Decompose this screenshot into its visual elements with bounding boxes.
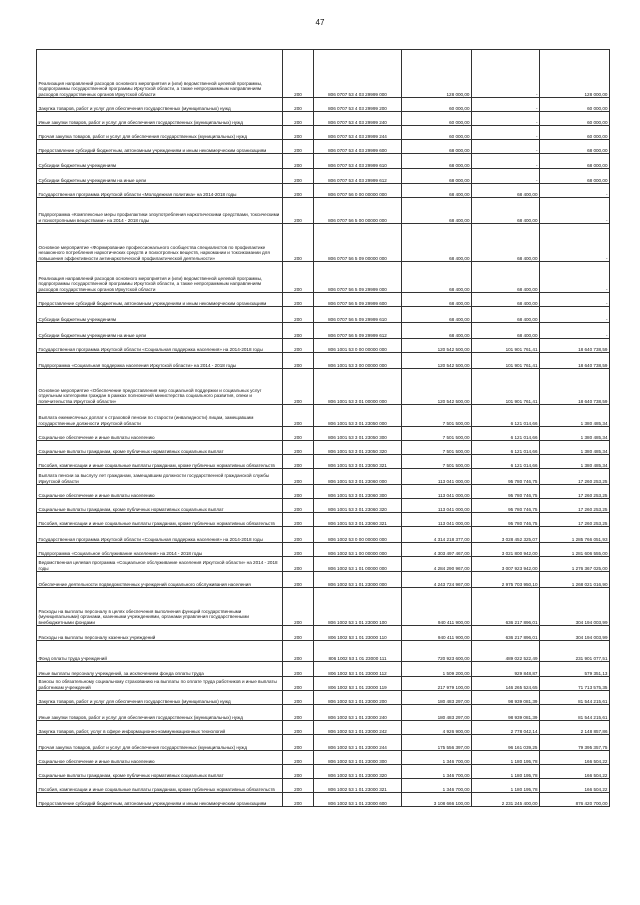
table-row (37, 793, 610, 807)
row-name-cell: Основное мероприятие «Формирование профессионального сообщества специалистов по профилактике незаконного потребления наркотических средств и психотропных веществ, наркомании и токсикомании для повышения эффективности антинаркотической профилактической деятельности» (37, 224, 283, 262)
row-code-cell: 200 (283, 779, 314, 793)
row-name-cell: Иные выплаты персоналу учреждений, за исключением фонда оплаты труда (37, 662, 283, 677)
row-amount-executed-cell: 1 180 195,78 (472, 765, 540, 779)
row-code-cell: 200 (283, 98, 314, 112)
row-code-cell: 200 (283, 353, 314, 369)
row-classification-code-cell: 806 1002 53 1 01 23000 110 (314, 626, 402, 641)
table-row (37, 441, 610, 455)
row-amount-executed-cell: 3 028 452 325,07 (472, 527, 540, 543)
row-name-cell: Предоставление субсидий бюджетным, автономным учреждениям и иным некоммерческим организациям (37, 793, 283, 807)
row-amount-executed-cell: 929 848,87 (472, 662, 540, 677)
row-amount-executed-cell: 3 021 800 942,00 (472, 543, 540, 557)
table-row (37, 691, 610, 705)
row-amount-executed-cell: - (472, 169, 540, 184)
row-classification-code-cell: 806 0707 56 0 00 00000 000 (314, 184, 402, 198)
table-row (37, 662, 610, 677)
row-amount-remaining-cell: 17 260 253,25 (540, 513, 610, 527)
row-code-cell: 200 (283, 641, 314, 662)
row-name-cell: Социальное обеспечение и иные выплаты населению (37, 751, 283, 765)
row-code-cell: 200 (283, 455, 314, 469)
row-classification-code-cell: 806 1001 53 3 01 23060 300 (314, 485, 402, 499)
table-row (37, 154, 610, 169)
row-classification-code-cell: 806 1002 53 1 01 23000 244 (314, 735, 402, 751)
row-name-cell: Предоставление субсидий бюджетным, автономным учреждениям и иным некоммерческим организациям (37, 140, 283, 154)
row-amount-executed-cell: 96 161 039,25 (472, 735, 540, 751)
row-name-cell: Реализация направлений расходов основного мероприятия и (или) ведомственной целевой программы, подпрограммы государственной программы Иркутской области, а также непрограммным направлениям расходов государственных органов Иркутской области (37, 50, 283, 98)
row-classification-code-cell: 806 1002 53 1 01 23000 300 (314, 751, 402, 765)
row-code-cell: 200 (283, 307, 314, 323)
table-row (37, 198, 610, 224)
row-amount-approved-cell: 4 284 290 967,00 (402, 557, 472, 572)
row-amount-approved-cell: 7 501 500,00 (402, 455, 472, 469)
row-amount-approved-cell: 128 000,00 (402, 50, 472, 98)
table-row (37, 405, 610, 427)
row-classification-code-cell: 806 1002 53 1 01 23000 112 (314, 662, 402, 677)
page-number: 47 (315, 18, 325, 27)
row-code-cell: 200 (283, 339, 314, 353)
row-code-cell: 200 (283, 677, 314, 691)
row-name-cell: Расходы на выплаты персоналу в целях обеспечения выполнения функций государственными (муниципальными) органами, казенными учреждениями, органами управления государственными внебюджетными фондами (37, 588, 283, 626)
row-amount-approved-cell: 120 542 500,00 (402, 369, 472, 405)
budget-table-body (37, 50, 610, 807)
row-name-cell: Иные закупки товаров, работ и услуг для обеспечения государственных (муниципальных) нужд (37, 112, 283, 126)
row-amount-approved-cell: 68 400,00 (402, 293, 472, 307)
row-amount-remaining-cell: 231 901 077,51 (540, 641, 610, 662)
row-amount-approved-cell: 60 000,00 (402, 126, 472, 140)
row-amount-remaining-cell: 18 640 738,59 (540, 339, 610, 353)
row-name-cell: Социальные выплаты гражданам, кроме публичных нормативных социальных выплат (37, 441, 283, 455)
row-classification-code-cell: 806 1001 53 3 01 23050 300 (314, 427, 402, 441)
row-name-cell: Государственная программа Иркутской области «Социальная поддержка населения» на 2014-2018 годы (37, 527, 283, 543)
row-amount-approved-cell: 68 400,00 (402, 262, 472, 293)
row-code-cell: 200 (283, 513, 314, 527)
row-classification-code-cell: 806 1001 53 3 01 23050 000 (314, 405, 402, 427)
table-row (37, 262, 610, 293)
row-amount-approved-cell: 940 411 900,00 (402, 588, 472, 626)
row-amount-remaining-cell: 1 281 606 555,00 (540, 543, 610, 557)
row-name-cell: Субсидии бюджетным учреждениям на иные цели (37, 169, 283, 184)
row-amount-remaining-cell: 128 000,00 (540, 50, 610, 98)
row-amount-executed-cell: 636 217 896,01 (472, 588, 540, 626)
row-amount-executed-cell: - (472, 140, 540, 154)
row-code-cell: 200 (283, 705, 314, 721)
row-code-cell: 200 (283, 198, 314, 224)
row-code-cell: 200 (283, 224, 314, 262)
row-amount-approved-cell: 113 041 000,00 (402, 469, 472, 485)
table-row (37, 572, 610, 588)
table-row (37, 751, 610, 765)
row-amount-executed-cell: 68 400,00 (472, 262, 540, 293)
row-amount-approved-cell: 68 000,00 (402, 169, 472, 184)
row-amount-remaining-cell: 166 504,22 (540, 751, 610, 765)
row-amount-remaining-cell: - (540, 224, 610, 262)
row-name-cell: Закупка товаров, работ и услуг для обеспечения государственных (муниципальных) нужд (37, 98, 283, 112)
row-code-cell: 200 (283, 751, 314, 765)
row-code-cell: 200 (283, 626, 314, 641)
row-name-cell: Взносы по обязательному социальному страхованию на выплаты по оплате труда работников и иные выплаты работникам учреждений (37, 677, 283, 691)
table-row (37, 641, 610, 662)
row-amount-approved-cell: 7 501 500,00 (402, 441, 472, 455)
row-code-cell: 200 (283, 735, 314, 751)
row-name-cell: Прочая закупка товаров, работ и услуг для обеспечения государственных (муниципальных) нужд (37, 126, 283, 140)
row-amount-remaining-cell: 68 000,00 (540, 154, 610, 169)
table-row (37, 353, 610, 369)
row-amount-executed-cell: - (472, 50, 540, 98)
row-amount-executed-cell: - (472, 112, 540, 126)
row-name-cell: Пособия, компенсации и иные социальные выплаты гражданам, кроме публичных нормативных обязательств (37, 779, 283, 793)
row-code-cell: 200 (283, 691, 314, 705)
row-amount-approved-cell: 180 483 297,00 (402, 691, 472, 705)
row-amount-approved-cell: 4 243 724 967,00 (402, 572, 472, 588)
row-classification-code-cell: 806 1001 53 3 00 00000 000 (314, 353, 402, 369)
row-name-cell: Пособия, компенсации и иные социальные выплаты гражданам, кроме публичных нормативных обязательств (37, 513, 283, 527)
row-amount-executed-cell: 101 901 761,41 (472, 353, 540, 369)
row-amount-approved-cell: 68 400,00 (402, 307, 472, 323)
table-row (37, 557, 610, 572)
row-classification-code-cell: 806 0707 53 4 03 29999 000 (314, 50, 402, 98)
row-classification-code-cell: 806 1001 53 3 01 23060 320 (314, 499, 402, 513)
row-amount-executed-cell: 98 939 081,39 (472, 691, 540, 705)
row-name-cell: Социальное обеспечение и иные выплаты населению (37, 427, 283, 441)
row-classification-code-cell: 806 1001 53 3 01 23050 320 (314, 441, 402, 455)
row-amount-approved-cell: 68 400,00 (402, 198, 472, 224)
row-amount-approved-cell: 1 509 200,00 (402, 662, 472, 677)
row-name-cell: Субсидии бюджетным учреждениям (37, 307, 283, 323)
row-amount-approved-cell: 68 000,00 (402, 140, 472, 154)
row-name-cell: Выплата пенсии за выслугу лет гражданам, замещавшим должности государственной гражданской службы Иркутской области (37, 469, 283, 485)
table-row (37, 543, 610, 557)
row-code-cell: 200 (283, 405, 314, 427)
row-code-cell: 200 (283, 765, 314, 779)
row-code-cell: 200 (283, 293, 314, 307)
row-amount-approved-cell: 4 314 218 377,00 (402, 527, 472, 543)
row-amount-remaining-cell: 1 380 485,34 (540, 427, 610, 441)
row-classification-code-cell: 806 0707 56 5 09 29999 000 (314, 262, 402, 293)
row-amount-approved-cell: 68 400,00 (402, 184, 472, 198)
row-amount-approved-cell: 113 041 000,00 (402, 499, 472, 513)
row-code-cell: 200 (283, 169, 314, 184)
row-amount-executed-cell: 68 400,00 (472, 323, 540, 339)
row-code-cell: 200 (283, 126, 314, 140)
row-amount-remaining-cell: 18 640 738,59 (540, 353, 610, 369)
row-amount-remaining-cell: 1 276 367 025,00 (540, 557, 610, 572)
table-row (37, 50, 610, 98)
row-amount-executed-cell: 95 780 746,75 (472, 469, 540, 485)
row-code-cell: 200 (283, 485, 314, 499)
row-name-cell: Подпрограмма «Комплексные меры профилактики злоупотребления наркотическими средствами, токсическими и психотропными веществами» на 2014 - 2018 годы (37, 198, 283, 224)
row-amount-remaining-cell: 579 351,13 (540, 662, 610, 677)
row-amount-remaining-cell: 1 268 021 016,90 (540, 572, 610, 588)
row-code-cell: 200 (283, 527, 314, 543)
row-code-cell: 200 (283, 793, 314, 807)
row-amount-remaining-cell: 2 148 857,86 (540, 721, 610, 735)
row-amount-approved-cell: 1 346 700,00 (402, 765, 472, 779)
row-amount-remaining-cell: 304 194 003,99 (540, 588, 610, 626)
row-name-cell: Реализация направлений расходов основного мероприятия и (или) ведомственной целевой программы, подпрограммы государственной программы Иркутской области, а также непрограммным направлениям расходов государственных органов Иркутской области (37, 262, 283, 293)
table-row (37, 427, 610, 441)
row-classification-code-cell: 806 1001 53 0 00 00000 000 (314, 339, 402, 353)
row-amount-approved-cell: 720 923 600,00 (402, 641, 472, 662)
table-row (37, 721, 610, 735)
table-row (37, 626, 610, 641)
row-amount-remaining-cell: 60 000,00 (540, 126, 610, 140)
row-amount-remaining-cell: 17 260 253,25 (540, 469, 610, 485)
row-code-cell: 200 (283, 572, 314, 588)
row-amount-approved-cell: 120 542 500,00 (402, 353, 472, 369)
row-classification-code-cell: 806 1002 53 1 00 00000 000 (314, 543, 402, 557)
row-code-cell: 200 (283, 140, 314, 154)
row-amount-executed-cell: 68 400,00 (472, 224, 540, 262)
row-classification-code-cell: 806 1002 53 1 01 23000 600 (314, 793, 402, 807)
row-classification-code-cell: 806 0707 56 5 09 29999 600 (314, 293, 402, 307)
row-amount-approved-cell: 3 108 666 100,00 (402, 793, 472, 807)
row-name-cell: Выплата ежемесячных доплат к страховой пенсии по старости (инвалидности) лицам, замещавшим государственные должности Иркутской области (37, 405, 283, 427)
row-amount-remaining-cell: 17 260 253,25 (540, 499, 610, 513)
row-classification-code-cell: 806 1002 53 1 01 00000 000 (314, 557, 402, 572)
row-amount-remaining-cell: 68 000,00 (540, 140, 610, 154)
row-name-cell: Основное мероприятие «Обеспечение предоставления мер социальной поддержки и социальных услуг отдельным категориям граждан в рамках полномочий министерства социального развития, опеки и попечительства Иркутской области» (37, 369, 283, 405)
row-code-cell: 200 (283, 499, 314, 513)
row-amount-approved-cell: 180 483 297,00 (402, 705, 472, 721)
row-amount-executed-cell: 146 265 524,65 (472, 677, 540, 691)
row-amount-remaining-cell: 68 000,00 (540, 169, 610, 184)
budget-table (36, 49, 610, 807)
row-classification-code-cell: 806 1002 53 0 00 00000 000 (314, 527, 402, 543)
row-amount-approved-cell: 7 501 500,00 (402, 405, 472, 427)
row-classification-code-cell: 806 1001 53 3 01 23050 321 (314, 455, 402, 469)
row-amount-approved-cell: 217 979 100,00 (402, 677, 472, 691)
row-name-cell: Государственная программа Иркутской области «Социальная поддержка населения» на 2014-2018 годы (37, 339, 283, 353)
table-row (37, 98, 610, 112)
table-row (37, 455, 610, 469)
row-amount-approved-cell: 4 303 497 467,00 (402, 543, 472, 557)
row-name-cell: Фонд оплаты труда учреждений (37, 641, 283, 662)
table-row (37, 112, 610, 126)
row-classification-code-cell: 806 0707 53 4 03 29999 612 (314, 169, 402, 184)
row-classification-code-cell: 806 1002 53 1 01 23000 100 (314, 588, 402, 626)
row-classification-code-cell: 806 1002 53 1 01 23000 242 (314, 721, 402, 735)
table-row (37, 588, 610, 626)
row-classification-code-cell: 806 0707 53 4 03 29999 200 (314, 98, 402, 112)
row-code-cell: 200 (283, 154, 314, 169)
row-amount-executed-cell: 95 780 746,75 (472, 499, 540, 513)
row-amount-remaining-cell: 81 544 215,61 (540, 705, 610, 721)
row-name-cell: Расходы на выплаты персоналу казенных учреждений (37, 626, 283, 641)
row-classification-code-cell: 806 0707 56 5 09 29999 612 (314, 323, 402, 339)
table-row (37, 499, 610, 513)
table-row (37, 469, 610, 485)
row-amount-executed-cell: 489 022 522,49 (472, 641, 540, 662)
row-classification-code-cell: 806 1001 53 3 01 23060 321 (314, 513, 402, 527)
row-code-cell: 200 (283, 557, 314, 572)
row-name-cell: Социальное обеспечение и иные выплаты населению (37, 485, 283, 499)
table-row (37, 527, 610, 543)
row-amount-remaining-cell: 17 260 253,25 (540, 485, 610, 499)
table-row (37, 677, 610, 691)
row-amount-executed-cell: 6 121 014,66 (472, 427, 540, 441)
row-name-cell: Подпрограмма «Социальное обслуживание населения» на 2014 - 2018 годы (37, 543, 283, 557)
table-row (37, 184, 610, 198)
row-amount-executed-cell: - (472, 98, 540, 112)
row-code-cell: 200 (283, 369, 314, 405)
row-code-cell: 200 (283, 50, 314, 98)
row-code-cell: 200 (283, 588, 314, 626)
row-amount-approved-cell: 68 000,00 (402, 154, 472, 169)
row-name-cell: Ведомственная целевая программа «Социальное обслуживание населения Иркутской области» на 2014 - 2018 годы (37, 557, 283, 572)
table-row (37, 140, 610, 154)
row-amount-executed-cell: 2 975 703 950,10 (472, 572, 540, 588)
row-code-cell: 200 (283, 721, 314, 735)
row-amount-remaining-cell: 71 713 575,35 (540, 677, 610, 691)
row-classification-code-cell: 806 1002 53 1 01 23000 111 (314, 641, 402, 662)
row-amount-remaining-cell: - (540, 307, 610, 323)
row-amount-approved-cell: 60 000,00 (402, 112, 472, 126)
row-name-cell: Подпрограмма «Социальная поддержка населения Иркутской области» на 2014 - 2018 годы (37, 353, 283, 369)
row-amount-approved-cell: 1 346 700,00 (402, 779, 472, 793)
row-amount-executed-cell: 95 780 746,75 (472, 485, 540, 499)
row-amount-approved-cell: 175 556 397,00 (402, 735, 472, 751)
row-name-cell: Государственная программа Иркутской области «Молодежная политика» на 2014-2018 годы (37, 184, 283, 198)
row-amount-approved-cell: 68 400,00 (402, 224, 472, 262)
table-row (37, 126, 610, 140)
row-amount-approved-cell: 60 000,00 (402, 98, 472, 112)
row-amount-remaining-cell: 1 380 485,34 (540, 455, 610, 469)
row-amount-executed-cell: - (472, 154, 540, 169)
row-name-cell: Субсидии бюджетным учреждениям на иные цели (37, 323, 283, 339)
row-amount-approved-cell: 1 346 700,00 (402, 751, 472, 765)
row-code-cell: 200 (283, 262, 314, 293)
row-classification-code-cell: 806 1002 53 1 01 23000 000 (314, 572, 402, 588)
row-amount-remaining-cell: 304 194 003,99 (540, 626, 610, 641)
row-classification-code-cell: 806 0707 56 5 00 00000 000 (314, 198, 402, 224)
row-amount-approved-cell: 7 501 500,00 (402, 427, 472, 441)
row-classification-code-cell: 806 1002 53 1 01 23000 320 (314, 765, 402, 779)
row-amount-remaining-cell: 79 395 357,75 (540, 735, 610, 751)
row-amount-remaining-cell: 166 504,22 (540, 765, 610, 779)
row-amount-remaining-cell: - (540, 262, 610, 293)
row-code-cell: 200 (283, 543, 314, 557)
row-amount-executed-cell: 6 121 014,66 (472, 455, 540, 469)
row-name-cell: Обеспечение деятельности подведомственных учреждений социального обслуживания населения (37, 572, 283, 588)
row-amount-remaining-cell: - (540, 293, 610, 307)
row-amount-executed-cell: 68 400,00 (472, 184, 540, 198)
row-amount-remaining-cell: - (540, 198, 610, 224)
row-name-cell: Иные закупки товаров, работ и услуг для обеспечения государственных (муниципальных) нужд (37, 705, 283, 721)
row-amount-executed-cell: 68 400,00 (472, 198, 540, 224)
row-amount-approved-cell: 940 411 900,00 (402, 626, 472, 641)
table-row (37, 224, 610, 262)
row-amount-remaining-cell: - (540, 323, 610, 339)
row-name-cell: Закупка товаров, работ, услуг в сфере информационно-коммуникационных технологий (37, 721, 283, 735)
row-code-cell: 200 (283, 184, 314, 198)
row-classification-code-cell: 806 0707 53 4 03 29999 600 (314, 140, 402, 154)
row-classification-code-cell: 806 0707 56 5 09 29999 610 (314, 307, 402, 323)
row-amount-executed-cell: - (472, 126, 540, 140)
table-row (37, 339, 610, 353)
row-name-cell: Предоставление субсидий бюджетным, автономным учреждениям и иным некоммерческим организациям (37, 293, 283, 307)
row-code-cell: 200 (283, 441, 314, 455)
table-row (37, 323, 610, 339)
table-row (37, 293, 610, 307)
row-classification-code-cell: 806 1001 53 3 01 23060 000 (314, 469, 402, 485)
row-amount-executed-cell: 98 939 081,39 (472, 705, 540, 721)
row-amount-executed-cell: 636 217 896,01 (472, 626, 540, 641)
row-amount-remaining-cell: 166 504,22 (540, 779, 610, 793)
row-amount-executed-cell: 2 231 245 400,00 (472, 793, 540, 807)
row-classification-code-cell: 806 1002 53 1 01 23000 119 (314, 677, 402, 691)
row-code-cell: 200 (283, 323, 314, 339)
row-amount-approved-cell: 4 926 900,00 (402, 721, 472, 735)
row-amount-approved-cell: 120 542 500,00 (402, 339, 472, 353)
row-amount-executed-cell: 101 901 761,41 (472, 369, 540, 405)
row-name-cell: Социальные выплаты гражданам, кроме публичных нормативных социальных выплат (37, 499, 283, 513)
row-code-cell: 200 (283, 469, 314, 485)
row-amount-executed-cell: 95 780 746,75 (472, 513, 540, 527)
row-classification-code-cell: 806 1002 53 1 01 23000 240 (314, 705, 402, 721)
row-code-cell: 200 (283, 662, 314, 677)
table-row (37, 369, 610, 405)
row-amount-executed-cell: 6 121 014,66 (472, 441, 540, 455)
row-amount-executed-cell: 2 778 042,14 (472, 721, 540, 735)
row-code-cell: 200 (283, 112, 314, 126)
row-classification-code-cell: 806 1002 53 1 01 23000 321 (314, 779, 402, 793)
row-amount-remaining-cell: 60 000,00 (540, 98, 610, 112)
row-name-cell: Закупка товаров, работ и услуг для обеспечения государственных (муниципальных) нужд (37, 691, 283, 705)
row-amount-remaining-cell: - (540, 184, 610, 198)
row-amount-approved-cell: 113 041 000,00 (402, 513, 472, 527)
row-classification-code-cell: 806 0707 53 4 03 29999 610 (314, 154, 402, 169)
row-amount-executed-cell: 68 400,00 (472, 307, 540, 323)
row-amount-executed-cell: 1 180 195,78 (472, 779, 540, 793)
table-row (37, 513, 610, 527)
row-amount-remaining-cell: 18 640 738,59 (540, 369, 610, 405)
row-amount-remaining-cell: 1 380 485,34 (540, 441, 610, 455)
row-classification-code-cell: 806 0707 53 4 03 29999 244 (314, 126, 402, 140)
row-amount-approved-cell: 68 400,00 (402, 323, 472, 339)
table-row (37, 779, 610, 793)
row-amount-approved-cell: 113 041 000,00 (402, 485, 472, 499)
row-name-cell: Субсидии бюджетным учреждениям (37, 154, 283, 169)
row-amount-remaining-cell: 1 285 766 051,93 (540, 527, 610, 543)
row-code-cell: 200 (283, 427, 314, 441)
table-row (37, 307, 610, 323)
row-amount-remaining-cell: 60 000,00 (540, 112, 610, 126)
row-amount-remaining-cell: 876 420 700,00 (540, 793, 610, 807)
row-amount-remaining-cell: 1 380 485,34 (540, 405, 610, 427)
row-amount-remaining-cell: 81 544 215,61 (540, 691, 610, 705)
row-classification-code-cell: 806 1002 53 1 01 23000 200 (314, 691, 402, 705)
row-name-cell: Пособия, компенсации и иные социальные выплаты гражданам, кроме публичных нормативных обязательств (37, 455, 283, 469)
table-row (37, 485, 610, 499)
row-amount-executed-cell: 3 007 923 942,00 (472, 557, 540, 572)
table-row (37, 705, 610, 721)
table-row (37, 765, 610, 779)
row-name-cell: Прочая закупка товаров, работ и услуг для обеспечения государственных (муниципальных) нужд (37, 735, 283, 751)
row-amount-executed-cell: 1 180 195,78 (472, 751, 540, 765)
row-name-cell: Социальные выплаты гражданам, кроме публичных нормативных социальных выплат (37, 765, 283, 779)
row-amount-executed-cell: 68 400,00 (472, 293, 540, 307)
table-row (37, 169, 610, 184)
row-classification-code-cell: 806 0707 53 4 03 29999 240 (314, 112, 402, 126)
row-classification-code-cell: 806 0707 56 5 09 00000 000 (314, 224, 402, 262)
table-row (37, 735, 610, 751)
row-amount-executed-cell: 101 901 761,41 (472, 339, 540, 353)
row-amount-executed-cell: 6 121 014,66 (472, 405, 540, 427)
row-classification-code-cell: 806 1001 53 3 01 00000 000 (314, 369, 402, 405)
